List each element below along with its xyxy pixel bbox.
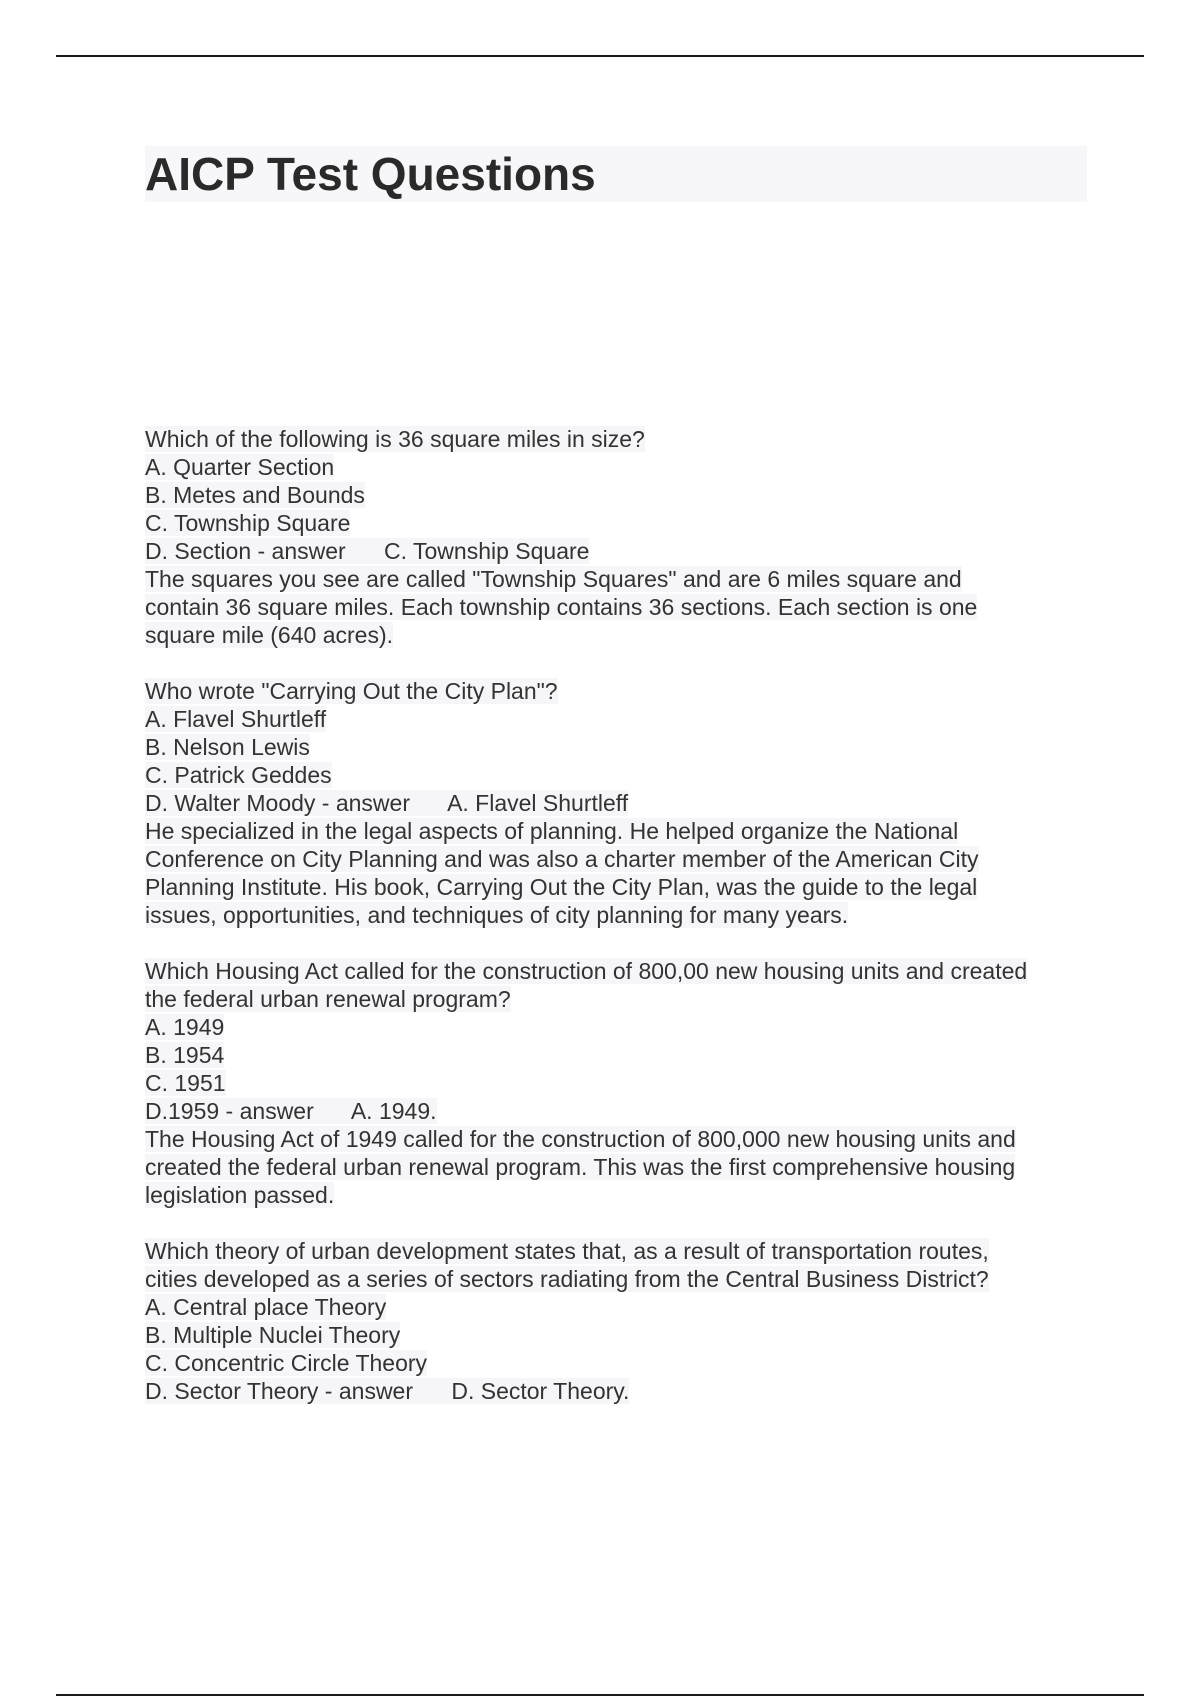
- question-text: Which theory of urban development states that, as a result of transportation routes,: [145, 1238, 989, 1264]
- explanation-text: created the federal urban renewal program. This was the first comprehensive housing: [145, 1154, 1016, 1180]
- bottom-divider: [56, 1694, 1144, 1696]
- explanation-text: square mile (640 acres).: [145, 622, 393, 648]
- question-block: [145, 1237, 1075, 1405]
- answer-option: B. Metes and Bounds: [145, 482, 365, 508]
- top-divider: [56, 55, 1144, 57]
- explanation-text: He specialized in the legal aspects of planning. He helped organize the National: [145, 818, 959, 844]
- answer-option: A. Flavel Shurtleff: [145, 706, 327, 732]
- answer-option: C. Concentric Circle Theory: [145, 1350, 428, 1376]
- question-block: [145, 957, 1075, 1209]
- question-list: [145, 425, 1075, 1433]
- explanation-text: contain 36 square miles. Each township contains 36 sections. Each section is one: [145, 594, 978, 620]
- question-text: Who wrote "Carrying Out the City Plan"?: [145, 678, 558, 704]
- explanation-text: Conference on City Planning and was also a charter member of the American City: [145, 846, 979, 872]
- question-text: the federal urban renewal program?: [145, 986, 511, 1012]
- answer-option-with-key: D. Sector Theory - answer D. Sector Theory.: [145, 1378, 630, 1404]
- answer-option: B. Nelson Lewis: [145, 734, 310, 760]
- explanation-text: issues, opportunities, and techniques of city planning for many years.: [145, 902, 849, 928]
- answer-option: A. Quarter Section: [145, 454, 335, 480]
- answer-option: B. Multiple Nuclei Theory: [145, 1322, 401, 1348]
- question-block: [145, 677, 1075, 929]
- question-text: cities developed as a series of sectors radiating from the Central Business District?: [145, 1266, 989, 1292]
- explanation-text: The Housing Act of 1949 called for the construction of 800,000 new housing units and: [145, 1126, 1016, 1152]
- answer-option: A. Central place Theory: [145, 1294, 387, 1320]
- explanation-text: Planning Institute. His book, Carrying Out the City Plan, was the guide to the legal: [145, 874, 978, 900]
- question-text: Which of the following is 36 square miles in size?: [145, 426, 645, 452]
- answer-option: C. Township Square: [145, 510, 351, 536]
- answer-option: C. Patrick Geddes: [145, 762, 332, 788]
- explanation-text: The squares you see are called "Township Squares" and are 6 miles square and: [145, 566, 962, 592]
- answer-option-with-key: D.1959 - answer A. 1949.: [145, 1098, 437, 1124]
- answer-option: A. 1949: [145, 1014, 225, 1040]
- question-block: [145, 425, 1075, 649]
- page-title: AICP Test Questions: [145, 146, 1087, 202]
- answer-option-with-key: D. Walter Moody - answer A. Flavel Shurtleff: [145, 790, 629, 816]
- question-text: Which Housing Act called for the construction of 800,00 new housing units and created: [145, 958, 1028, 984]
- explanation-text: legislation passed.: [145, 1182, 335, 1208]
- answer-option: B. 1954: [145, 1042, 225, 1068]
- answer-option-with-key: D. Section - answer C. Township Square: [145, 538, 590, 564]
- answer-option: C. 1951: [145, 1070, 226, 1096]
